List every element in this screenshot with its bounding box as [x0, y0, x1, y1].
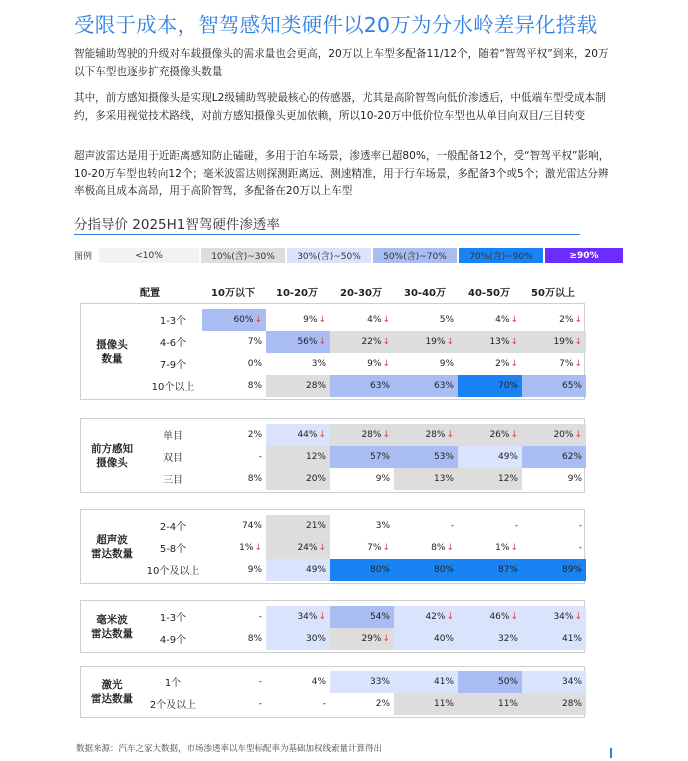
- table-cell: [202, 628, 266, 650]
- cell-value: 28%: [361, 430, 382, 440]
- table-cell: [394, 537, 458, 559]
- legend: [74, 248, 625, 263]
- table-cell: [394, 375, 458, 397]
- cell-value: 7%: [247, 337, 262, 347]
- table-cell: [458, 353, 522, 375]
- table-cell: [458, 424, 522, 446]
- down-arrow-icon: ↓: [382, 543, 390, 553]
- table-row: [143, 446, 584, 468]
- table-cell: [394, 309, 458, 331]
- table-row: [143, 424, 584, 446]
- table-cell: [522, 537, 586, 559]
- cell-value: 5%: [439, 315, 454, 325]
- table-cell: [458, 468, 522, 490]
- cell-value: 28%: [561, 699, 582, 709]
- cell-value: 9%: [567, 474, 582, 484]
- table-cell: [522, 424, 586, 446]
- cell-value: 46%: [489, 612, 510, 622]
- down-arrow-icon: ↓: [574, 359, 582, 369]
- table-group: [80, 509, 585, 584]
- table-cell: [266, 671, 330, 693]
- table-group: [80, 418, 585, 493]
- group-name: [81, 338, 143, 366]
- row-label: 5-8个: [159, 544, 187, 555]
- cell-value: 12%: [497, 474, 518, 484]
- cell-value: 19%: [425, 337, 446, 347]
- table-cell: [202, 353, 266, 375]
- cell-value: 34%: [561, 677, 582, 687]
- table-cell: [394, 353, 458, 375]
- row-label: 4-6个: [159, 338, 187, 349]
- cell-value: 32%: [497, 634, 518, 644]
- down-arrow-icon: ↓: [318, 612, 326, 622]
- row-label: 双目: [163, 453, 183, 464]
- group-name: [81, 613, 143, 641]
- page-marker: [610, 748, 612, 758]
- cell-value: 26%: [489, 430, 510, 440]
- config-header: 配置: [140, 288, 160, 299]
- legend-label: 图例: [74, 252, 93, 262]
- table-cell: [266, 606, 330, 628]
- cell-value: 0%: [247, 359, 262, 369]
- table-cell: [202, 606, 266, 628]
- table-cell: [330, 309, 394, 331]
- row-label: 单目: [163, 431, 183, 442]
- row-label: 1-3个: [159, 316, 187, 327]
- down-arrow-icon: ↓: [446, 612, 454, 622]
- cell-value: 1%: [239, 543, 254, 553]
- down-arrow-icon: ↓: [446, 337, 454, 347]
- table-cell: [266, 559, 330, 581]
- table-cell: [394, 628, 458, 650]
- row-label: 4-9个: [159, 635, 187, 646]
- cell-value: 62%: [561, 452, 582, 462]
- table-row: [143, 353, 584, 375]
- column-header: 10万以下: [211, 288, 255, 299]
- table-cell: [202, 537, 266, 559]
- cell-value: 2%: [247, 430, 262, 440]
- group-name-line: 摄像头: [96, 456, 128, 469]
- cell-value: 13%: [489, 337, 510, 347]
- table-cell: [266, 331, 330, 353]
- cell-value: 53%: [433, 452, 454, 462]
- table-row: [143, 606, 584, 628]
- table-cell: [458, 446, 522, 468]
- cell-value: 40%: [433, 634, 454, 644]
- cell-value: 41%: [433, 677, 454, 687]
- cell-value: 42%: [425, 612, 446, 622]
- table-cell: [330, 424, 394, 446]
- group-name-line: 雷达数量: [91, 547, 133, 560]
- cell-value: 34%: [553, 612, 574, 622]
- down-arrow-icon: ↓: [318, 337, 326, 347]
- cell-value: 20%: [305, 474, 326, 484]
- row-label: 7-9个: [159, 360, 187, 371]
- cell-value: 4%: [311, 677, 326, 687]
- down-arrow-icon: ↓: [510, 543, 518, 553]
- table-cell: [394, 693, 458, 715]
- cell-value: 9%: [367, 359, 382, 369]
- table-cell: [266, 537, 330, 559]
- table-cell: [522, 331, 586, 353]
- down-arrow-icon: ↓: [510, 315, 518, 325]
- table-cell: [330, 515, 394, 537]
- column-header: 50万以上: [531, 288, 575, 299]
- table-cell: [202, 375, 266, 397]
- table-cell: [522, 309, 586, 331]
- down-arrow-icon: ↓: [510, 359, 518, 369]
- table-subtitle: 分指导价 2025H1智驾硬件渗透率: [74, 217, 280, 233]
- table-cell: [330, 446, 394, 468]
- row-label: 1个: [164, 678, 182, 689]
- table-cell: [202, 446, 266, 468]
- table-cell: [202, 424, 266, 446]
- down-arrow-icon: ↓: [446, 543, 454, 553]
- cell-value: 29%: [361, 634, 382, 644]
- group-name-line: 雷达数量: [91, 693, 133, 705]
- table-row: [143, 537, 584, 559]
- down-arrow-icon: ↓: [382, 430, 390, 440]
- table-row: [143, 331, 584, 353]
- cell-value: 4%: [367, 315, 382, 325]
- table-cell: [202, 331, 266, 353]
- cell-value: 74%: [241, 521, 262, 531]
- table-cell: [330, 537, 394, 559]
- cell-value: 80%: [369, 565, 390, 575]
- table-cell: [458, 515, 522, 537]
- down-arrow-icon: ↓: [382, 634, 390, 644]
- cell-value: 12%: [305, 452, 326, 462]
- cell-value: 87%: [497, 565, 518, 575]
- cell-value: 2%: [559, 315, 574, 325]
- legend-item: ≥90%: [545, 248, 623, 263]
- cell-value: -: [258, 699, 262, 709]
- cell-value: 70%: [497, 381, 518, 391]
- table-cell: [394, 671, 458, 693]
- table-header: [80, 280, 583, 300]
- table-cell: [266, 693, 330, 715]
- table-cell: [330, 606, 394, 628]
- table-cell: [458, 375, 522, 397]
- group-name-line: 超声波: [96, 533, 128, 546]
- cell-value: 9%: [247, 565, 262, 575]
- cell-value: 20%: [553, 430, 574, 440]
- down-arrow-icon: ↓: [574, 315, 582, 325]
- cell-value: -: [578, 543, 582, 553]
- table-cell: [202, 693, 266, 715]
- cell-value: -: [258, 452, 262, 462]
- table-cell: [522, 375, 586, 397]
- cell-value: 49%: [497, 452, 518, 462]
- cell-value: 28%: [305, 381, 326, 391]
- paragraph-camera-demand: 智能辅助驾驶的升级对车载摄像头的需求量也会更高，20万以上车型多配备11/12个，随着“智驾平权”到来，20万以下车型也逐步扩充摄像头数量: [74, 48, 609, 78]
- cell-value: 1%: [495, 543, 510, 553]
- subtitle-underline: [74, 234, 580, 235]
- cell-value: 60%: [233, 315, 254, 325]
- paragraph-radar: 超声波雷达是用于近距离感知防止磕碰，多用于泊车场景，渗透率已超80%，一般配备12个，受“智驾平权”影响，10-20万车型也转向12个；毫米波雷达则探测距离远、测速精准，用于行车场景，多配备3个或5个；激光雷达分辨率极高且成本高昂，用于高阶智驾，多配备在20万以上车型: [74, 150, 610, 197]
- column-header: 10-20万: [276, 288, 318, 299]
- row-label: 10个以上: [151, 382, 195, 393]
- group-name: [81, 533, 143, 561]
- table-cell: [266, 309, 330, 331]
- table-group: [80, 303, 585, 400]
- table-group: [80, 666, 585, 718]
- table-row: [143, 515, 584, 537]
- cell-value: 30%: [305, 634, 326, 644]
- cell-value: 7%: [367, 543, 382, 553]
- cell-value: 9%: [439, 359, 454, 369]
- column-header: 40-50万: [468, 288, 510, 299]
- cell-value: 13%: [433, 474, 454, 484]
- table-cell: [522, 353, 586, 375]
- table-cell: [458, 693, 522, 715]
- table-cell: [522, 671, 586, 693]
- cell-value: 4%: [495, 315, 510, 325]
- table-cell: [330, 671, 394, 693]
- down-arrow-icon: ↓: [574, 612, 582, 622]
- table-cell: [266, 446, 330, 468]
- table-cell: [458, 559, 522, 581]
- table-cell: [522, 628, 586, 650]
- cell-value: 22%: [361, 337, 382, 347]
- table-cell: [202, 309, 266, 331]
- cell-value: -: [258, 677, 262, 687]
- table-cell: [202, 671, 266, 693]
- table-row: [143, 671, 584, 693]
- table-cell: [330, 628, 394, 650]
- cell-value: 11%: [433, 699, 454, 709]
- down-arrow-icon: ↓: [510, 430, 518, 440]
- row-label: 1-3个: [159, 613, 187, 624]
- table-cell: [266, 424, 330, 446]
- table-cell: [458, 606, 522, 628]
- page-title: 受限于成本，智驾感知类硬件以20万为分水岭差异化搭载: [74, 13, 598, 37]
- down-arrow-icon: ↓: [574, 337, 582, 347]
- cell-value: 34%: [297, 612, 318, 622]
- legend-item: 30%(含)~50%: [287, 248, 371, 263]
- cell-value: 80%: [433, 565, 454, 575]
- down-arrow-icon: ↓: [318, 430, 326, 440]
- row-label: 三目: [163, 475, 183, 486]
- table-row: [143, 309, 584, 331]
- cell-value: 8%: [247, 474, 262, 484]
- table-cell: [522, 515, 586, 537]
- table-cell: [458, 309, 522, 331]
- row-label: 10个及以上: [146, 566, 200, 577]
- group-name-line: 毫米波: [96, 613, 128, 626]
- table-cell: [266, 468, 330, 490]
- table-cell: [266, 515, 330, 537]
- legend-item: 70%(含)~90%: [459, 248, 543, 263]
- group-name-line: 前方感知: [91, 442, 133, 455]
- table-row: [143, 468, 584, 490]
- down-arrow-icon: ↓: [382, 337, 390, 347]
- table-cell: [202, 468, 266, 490]
- cell-value: 7%: [559, 359, 574, 369]
- down-arrow-icon: ↓: [254, 315, 262, 325]
- down-arrow-icon: ↓: [382, 315, 390, 325]
- cell-value: 21%: [305, 521, 326, 531]
- legend-item: 50%(含)~70%: [373, 248, 457, 263]
- cell-value: 57%: [369, 452, 390, 462]
- data-source-note: 数据来源：汽车之家大数据，市场渗透率以车型标配率为基础加权线索量计算得出: [76, 744, 383, 754]
- down-arrow-icon: ↓: [254, 543, 262, 553]
- cell-value: 8%: [247, 634, 262, 644]
- group-name-line: 雷达数量: [91, 627, 133, 640]
- row-label: 2个及以上: [149, 700, 197, 711]
- down-arrow-icon: ↓: [318, 315, 326, 325]
- legend-item: 10%(含)~30%: [201, 248, 285, 263]
- table-cell: [330, 693, 394, 715]
- table-cell: [522, 468, 586, 490]
- row-label: 2-4个: [159, 522, 187, 533]
- down-arrow-icon: ↓: [510, 612, 518, 622]
- group-name: [81, 678, 143, 706]
- cell-value: -: [322, 699, 326, 709]
- table-cell: [202, 559, 266, 581]
- down-arrow-icon: ↓: [382, 359, 390, 369]
- column-header: 20-30万: [340, 288, 382, 299]
- paragraph-front-camera: 其中，前方感知摄像头是实现L2级辅助驾驶最核心的传感器，尤其是高阶智驾向低价渗透后，中低端车型受成本制约，多采用视觉技术路线，对前方感知摄像头更加依赖，所以10-20万中低价位车型也从单目向双目/三目转变: [74, 92, 606, 122]
- table-cell: [330, 353, 394, 375]
- table-cell: [394, 559, 458, 581]
- table-cell: [394, 446, 458, 468]
- cell-value: -: [258, 612, 262, 622]
- table-row: [143, 628, 584, 650]
- cell-value: 24%: [297, 543, 318, 553]
- table-cell: [266, 353, 330, 375]
- table-cell: [394, 606, 458, 628]
- table-row: [143, 559, 584, 581]
- group-name-line: 激光: [101, 679, 123, 691]
- cell-value: 56%: [297, 337, 318, 347]
- table-cell: [266, 628, 330, 650]
- table-cell: [202, 515, 266, 537]
- group-name-line: 摄像头: [96, 338, 128, 351]
- down-arrow-icon: ↓: [446, 430, 454, 440]
- cell-value: 50%: [497, 677, 518, 687]
- table-cell: [394, 424, 458, 446]
- cell-value: 9%: [303, 315, 318, 325]
- table-row: [143, 375, 584, 397]
- table-cell: [394, 515, 458, 537]
- table-cell: [394, 468, 458, 490]
- down-arrow-icon: ↓: [574, 430, 582, 440]
- table-cell: [522, 693, 586, 715]
- cell-value: 44%: [297, 430, 318, 440]
- cell-value: 63%: [369, 381, 390, 391]
- cell-value: -: [514, 521, 518, 531]
- cell-value: 41%: [561, 634, 582, 644]
- cell-value: 9%: [375, 474, 390, 484]
- column-header: 30-40万: [404, 288, 446, 299]
- cell-value: 28%: [425, 430, 446, 440]
- group-name: [81, 442, 143, 470]
- cell-value: 3%: [311, 359, 326, 369]
- down-arrow-icon: ↓: [318, 543, 326, 553]
- table-cell: [266, 375, 330, 397]
- down-arrow-icon: ↓: [510, 337, 518, 347]
- cell-value: -: [450, 521, 454, 531]
- cell-value: 49%: [305, 565, 326, 575]
- table-cell: [522, 606, 586, 628]
- cell-value: 89%: [561, 565, 582, 575]
- table-cell: [394, 331, 458, 353]
- table-cell: [458, 628, 522, 650]
- table-cell: [458, 671, 522, 693]
- cell-value: 2%: [375, 699, 390, 709]
- cell-value: 3%: [375, 521, 390, 531]
- cell-value: 11%: [497, 699, 518, 709]
- cell-value: 65%: [561, 381, 582, 391]
- table-cell: [330, 331, 394, 353]
- cell-value: 63%: [433, 381, 454, 391]
- table-cell: [458, 537, 522, 559]
- table-cell: [330, 468, 394, 490]
- cell-value: 2%: [495, 359, 510, 369]
- table-cell: [330, 375, 394, 397]
- table-cell: [458, 331, 522, 353]
- legend-item: <10%: [99, 248, 199, 263]
- cell-value: 54%: [369, 612, 390, 622]
- cell-value: 33%: [369, 677, 390, 687]
- cell-value: 8%: [247, 381, 262, 391]
- table-cell: [522, 559, 586, 581]
- cell-value: 8%: [431, 543, 446, 553]
- cell-value: 19%: [553, 337, 574, 347]
- table-cell: [330, 559, 394, 581]
- table-row: [143, 693, 584, 715]
- table-cell: [522, 446, 586, 468]
- table-group: [80, 600, 585, 653]
- group-name-line: 数量: [101, 352, 123, 365]
- cell-value: -: [578, 521, 582, 531]
